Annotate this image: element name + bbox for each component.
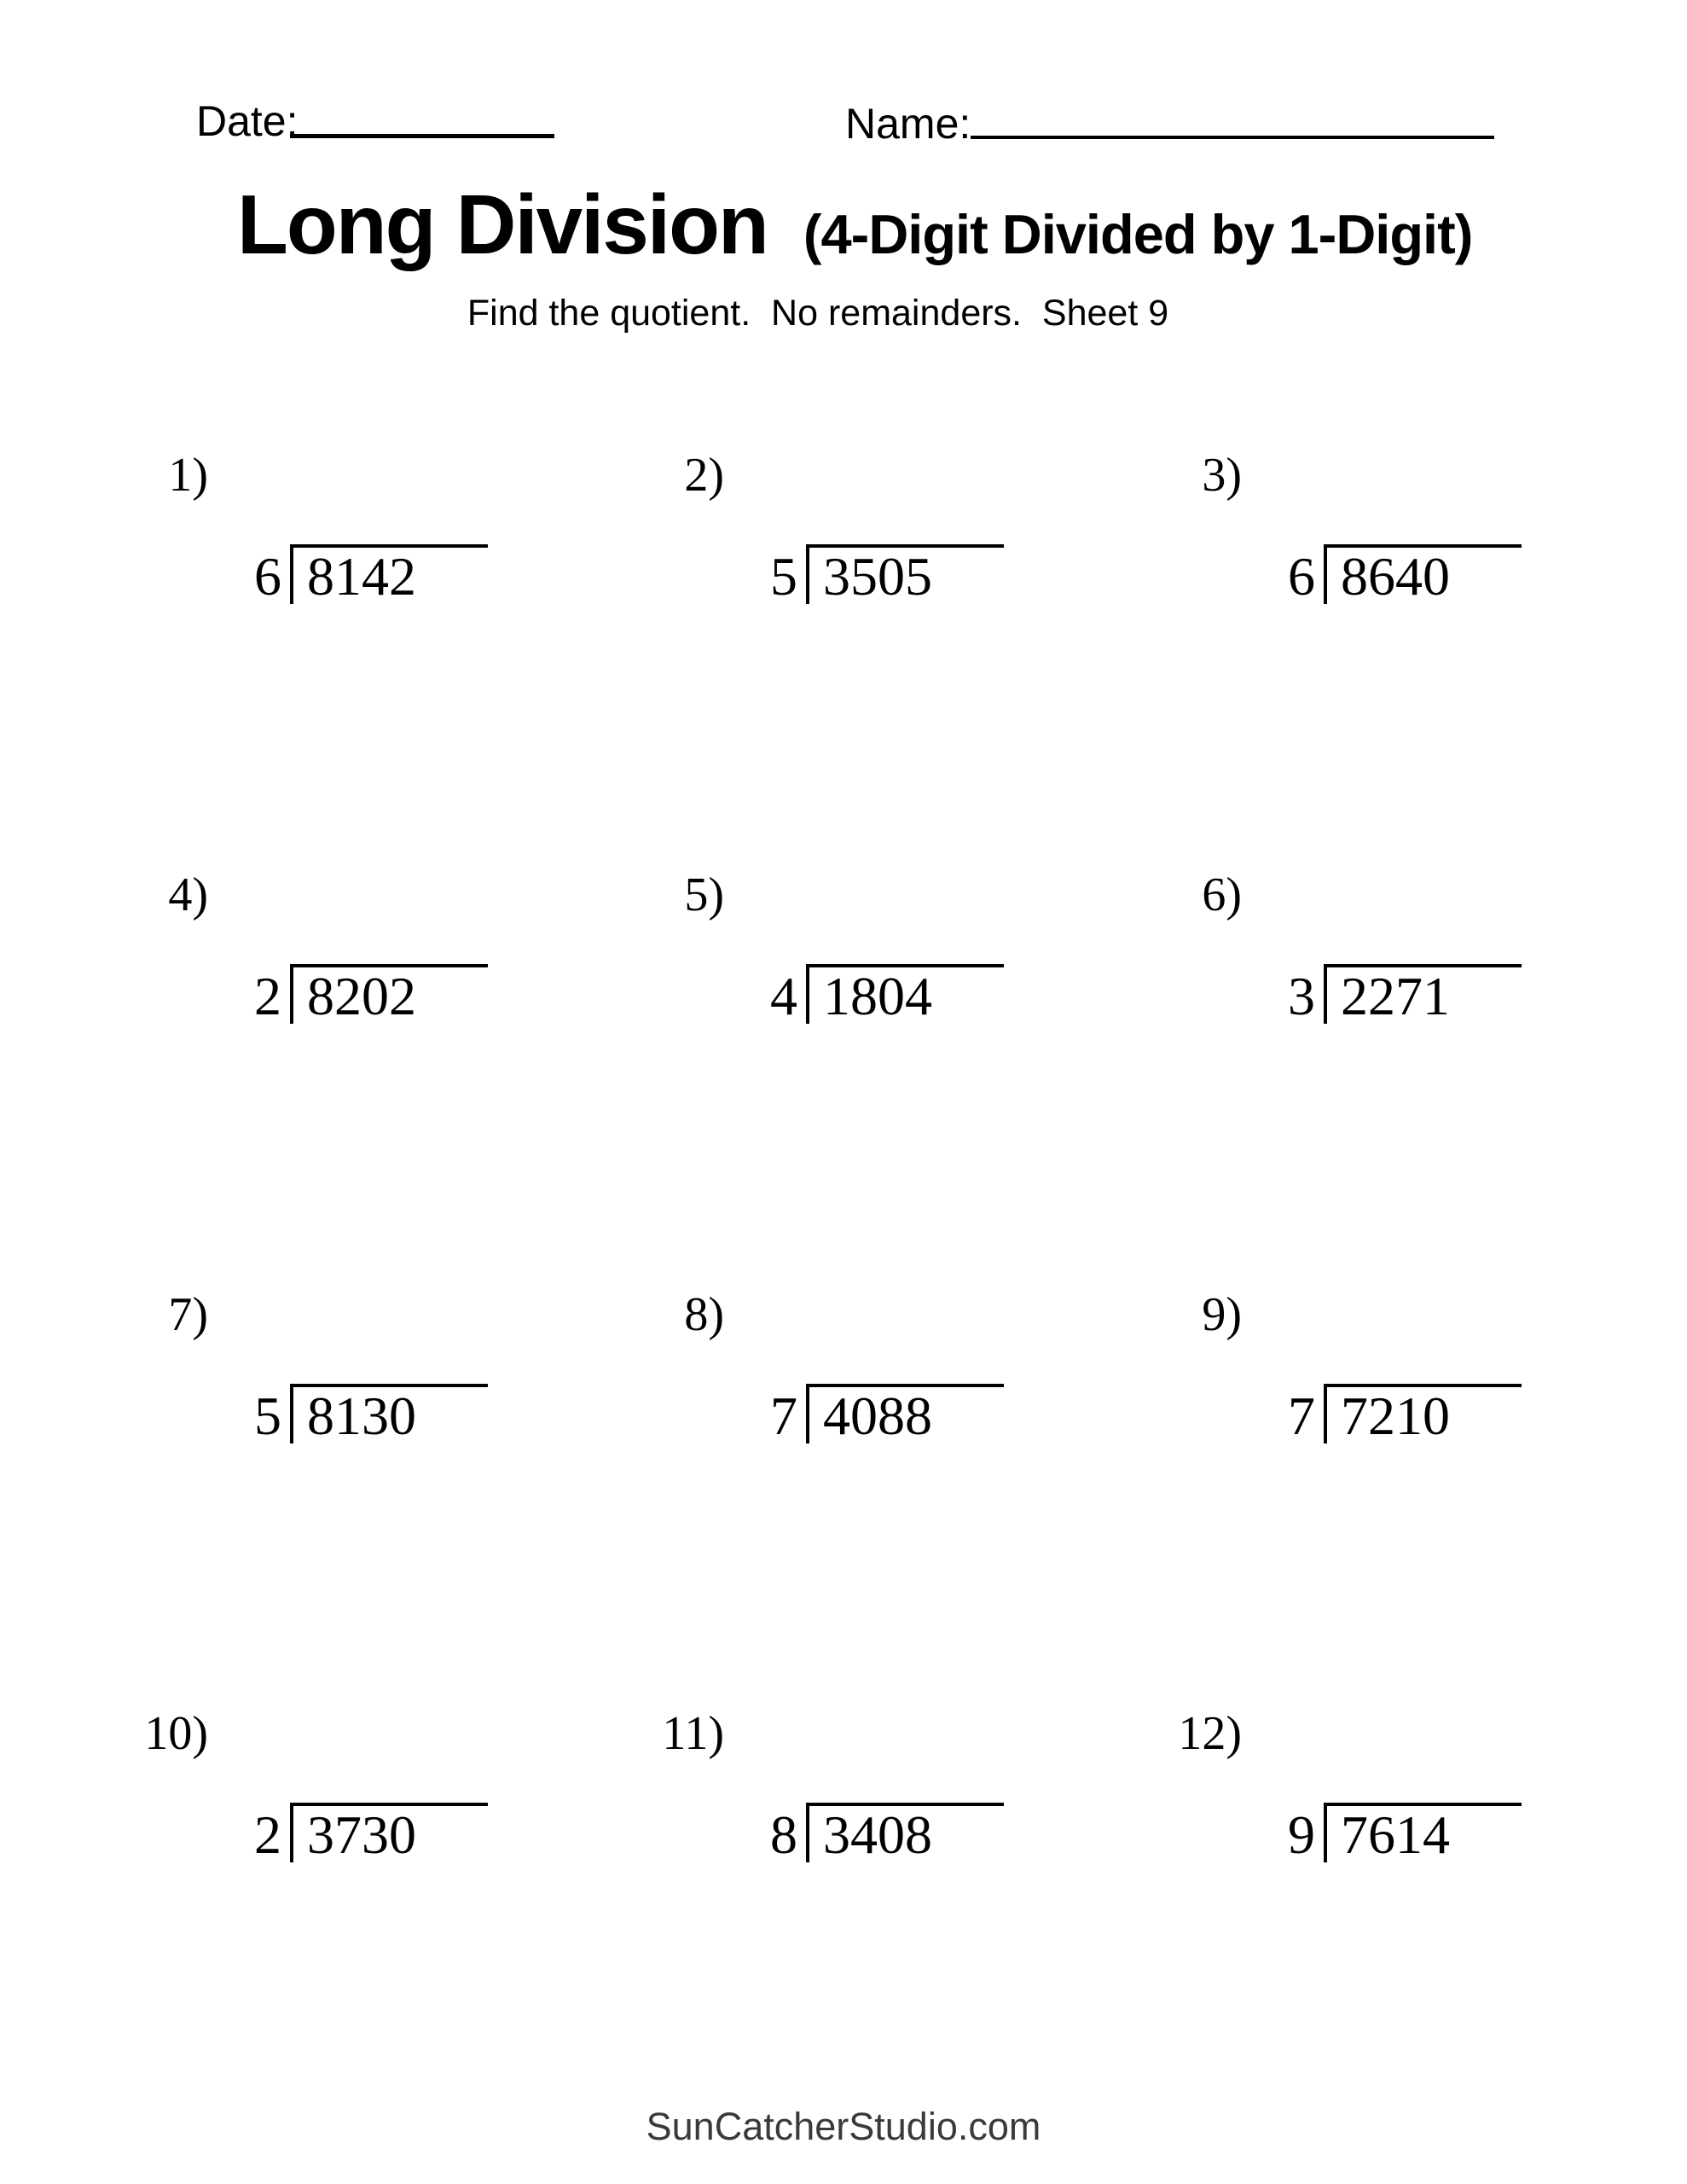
- dividend-under-bracket: 3730: [290, 1803, 488, 1862]
- date-blank-line: [290, 134, 554, 138]
- divisor: 5: [254, 1385, 281, 1446]
- division-expression: [770, 1803, 1004, 1865]
- division-expression: [770, 1384, 1004, 1446]
- dividend-under-bracket: 8202: [290, 964, 488, 1024]
- division-expression: [254, 964, 488, 1024]
- dividend-under-bracket: 2271: [1324, 964, 1522, 1024]
- footer: [0, 2106, 1687, 2148]
- name-label: Name:: [845, 100, 971, 148]
- page-title-suffix: (4-Digit Divided by 1-Digit): [803, 203, 1473, 265]
- problem-number: 1): [168, 449, 208, 502]
- divisor: 3: [1288, 966, 1315, 1026]
- dividend-under-bracket: 1804: [806, 964, 1004, 1024]
- division-expression: [1288, 1384, 1522, 1446]
- site-credit: SunCatcherStudio.com: [646, 2105, 1041, 2148]
- divisor: 7: [770, 1385, 797, 1446]
- dividend-under-bracket: 7614: [1324, 1803, 1522, 1862]
- division-expression: [1288, 964, 1522, 1024]
- divisor: 4: [770, 966, 797, 1026]
- problem-number: 3): [1202, 449, 1242, 502]
- divisor: 8: [770, 1804, 797, 1865]
- problem-number: 9): [1202, 1288, 1242, 1341]
- division-expression: [1288, 544, 1522, 607]
- dividend-under-bracket: 4088: [806, 1384, 1004, 1443]
- title-row: [237, 177, 1473, 271]
- problem-number: 5): [684, 868, 724, 921]
- problem-number: 11): [662, 1707, 724, 1760]
- problem-number: 4): [168, 868, 208, 921]
- divisor: 9: [1288, 1804, 1315, 1865]
- problem-number: 6): [1202, 868, 1242, 921]
- problem-number: 7): [168, 1288, 208, 1341]
- division-expression: [770, 544, 1004, 607]
- dividend-under-bracket: 3408: [806, 1803, 1004, 1862]
- divisor: 7: [1288, 1385, 1315, 1446]
- problem-number: 12): [1178, 1707, 1242, 1760]
- name-blank-line: [971, 136, 1494, 139]
- instructions-text: Find the quotient. No remainders. Sheet 9: [467, 293, 1169, 334]
- divisor: 5: [770, 546, 797, 607]
- divisor: 2: [254, 1804, 281, 1865]
- divisor: 6: [254, 546, 281, 607]
- dividend-under-bracket: 8142: [290, 544, 488, 604]
- divisor: 2: [254, 966, 281, 1026]
- dividend-under-bracket: 8640: [1324, 544, 1522, 604]
- dividend-under-bracket: 7210: [1324, 1384, 1522, 1443]
- problem-number: 10): [144, 1707, 208, 1760]
- division-expression: [1288, 1803, 1522, 1865]
- divisor: 6: [1288, 546, 1315, 607]
- problem-number: 2): [684, 449, 724, 502]
- division-expression: [254, 544, 488, 607]
- dividend-under-bracket: 8130: [290, 1384, 488, 1443]
- division-expression: [770, 964, 1004, 1024]
- division-expression: [254, 1803, 488, 1865]
- page-title: Long Division: [237, 177, 768, 271]
- subtitle-wrap: [0, 292, 1661, 336]
- problem-number: 8): [684, 1288, 724, 1341]
- dividend-under-bracket: 3505: [806, 544, 1004, 604]
- date-label: Date:: [196, 97, 299, 145]
- division-expression: [254, 1384, 488, 1446]
